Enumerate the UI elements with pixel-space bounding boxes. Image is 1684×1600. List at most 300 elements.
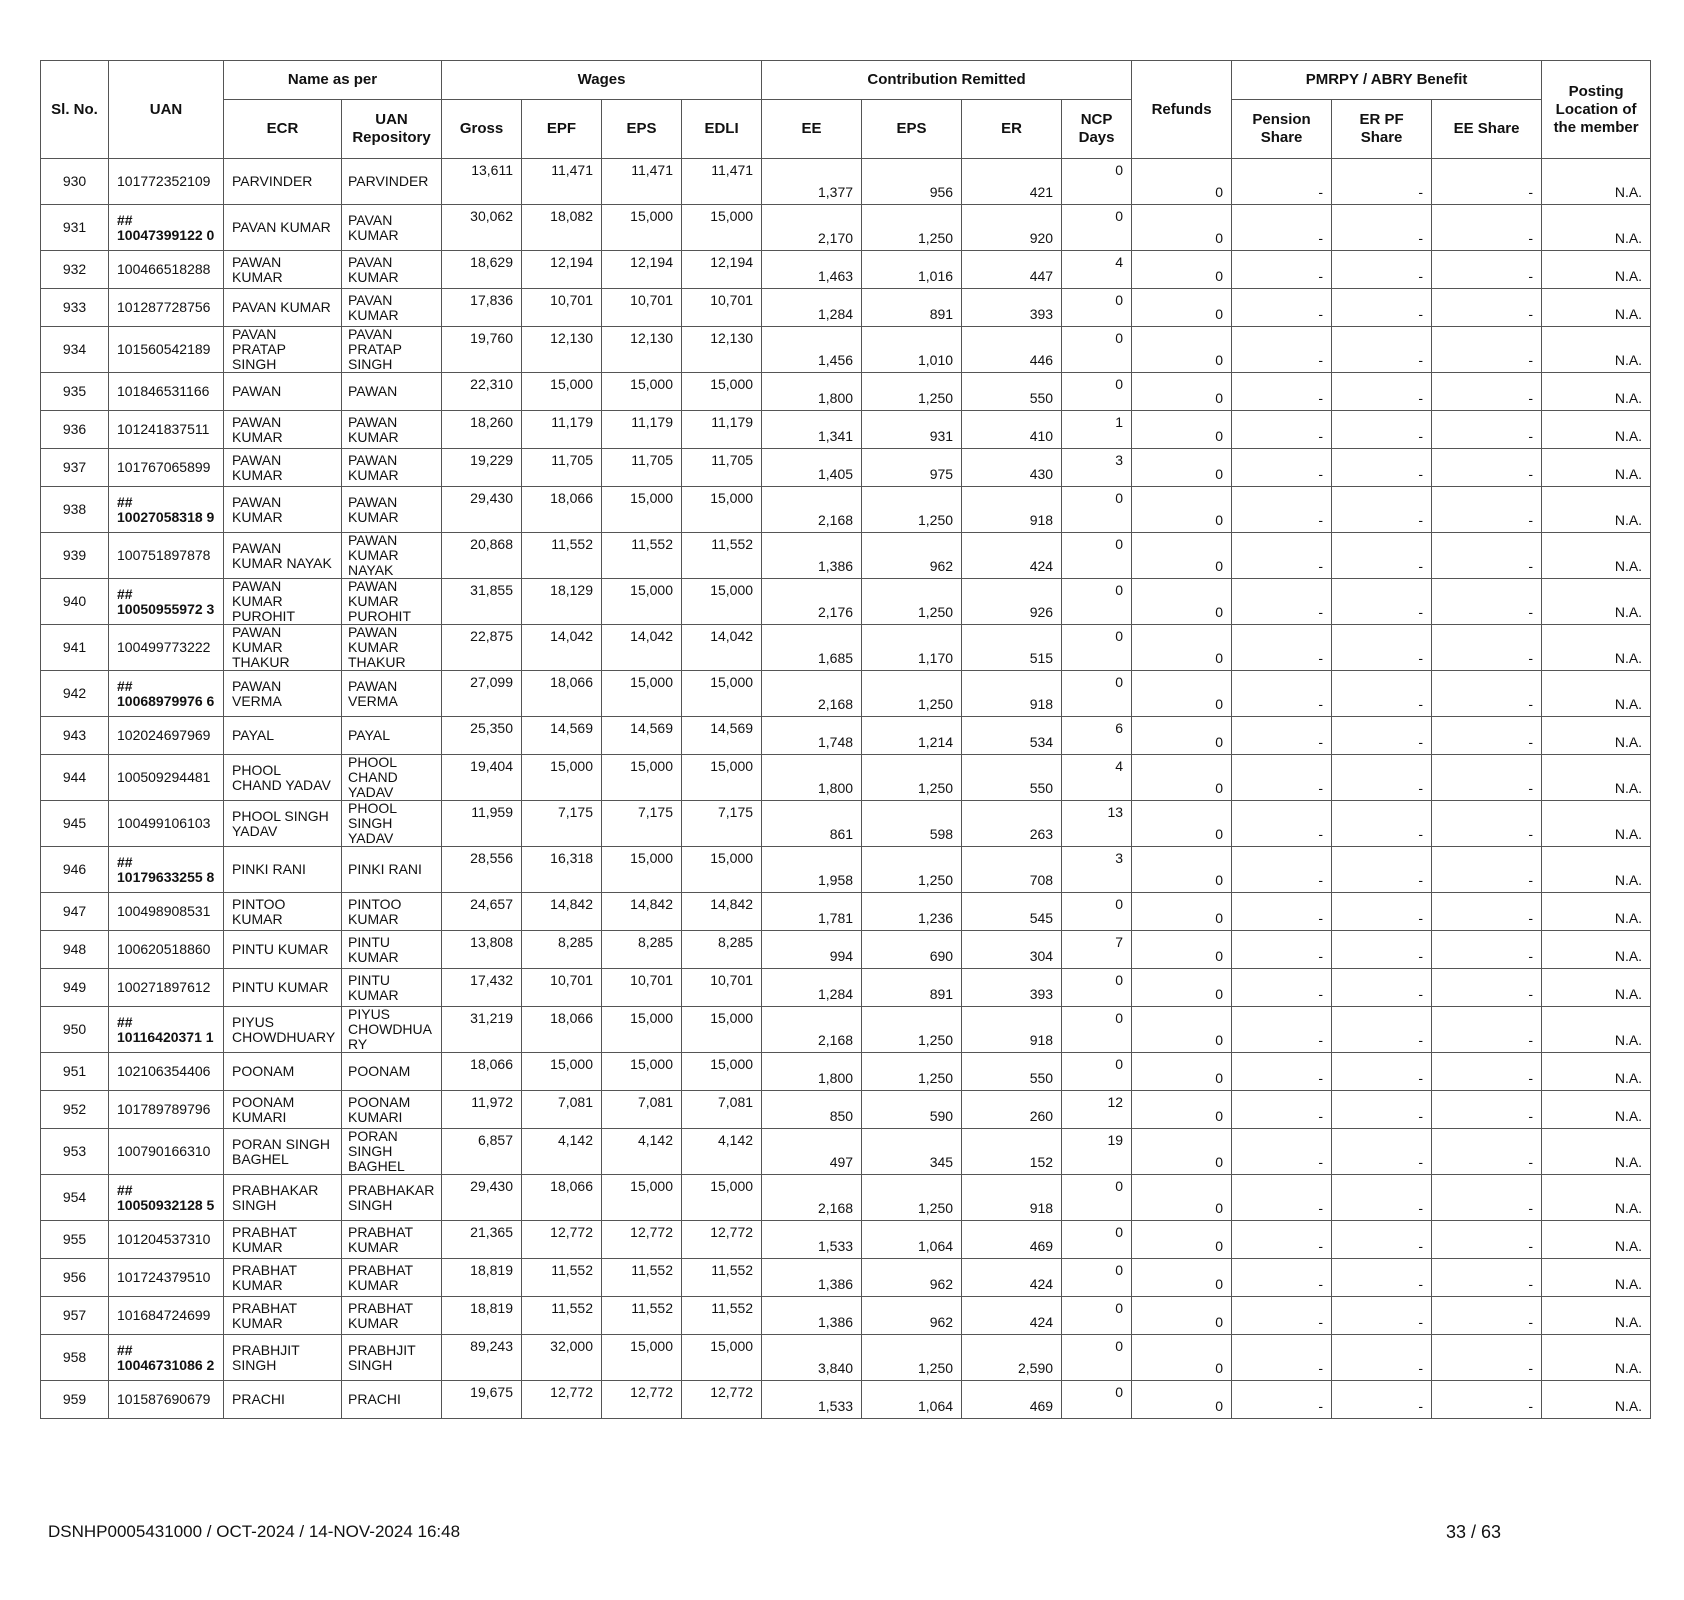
epf-cell: 14,569 [522,717,602,755]
ee-share-cell: - [1432,205,1542,251]
sl-no-cell: 932 [41,251,109,289]
ncp-days-cell: 0 [1062,579,1132,625]
pension-share-cell: - [1232,1007,1332,1053]
ee-share-cell: - [1432,847,1542,893]
er-cell: 926 [962,579,1062,625]
ecr-name-cell: PAWAN KUMAR PUROHIT [224,579,342,625]
ee-cell: 1,386 [762,1297,862,1335]
gross-cell: 18,819 [442,1297,522,1335]
repository-name-cell: PIYUS CHOWDHUA RY [342,1007,442,1053]
pension-share-cell: - [1232,717,1332,755]
er-cell: 424 [962,1297,1062,1335]
gross-cell: 24,657 [442,893,522,931]
uan-cell: ## 10050955972 3 [109,579,224,625]
gross-cell: 22,875 [442,625,522,671]
header-eps: EPS [602,100,682,159]
er-pf-share-cell: - [1332,449,1432,487]
table-row [41,327,1651,373]
edli-cell: 10,701 [682,969,762,1007]
refunds-cell: 0 [1132,289,1232,327]
table-row [41,533,1651,579]
ee-share-cell: - [1432,1221,1542,1259]
ecr-name-cell: PAVAN KUMAR [224,205,342,251]
epf-cell: 18,129 [522,579,602,625]
posting-location-cell: N.A. [1542,1297,1651,1335]
uan-cell: 101204537310 [109,1221,224,1259]
header-pmrpy-abry: PMRPY / ABRY Benefit [1232,61,1542,100]
refunds-cell: 0 [1132,1007,1232,1053]
ncp-days-cell: 12 [1062,1091,1132,1129]
eps-cell: 11,705 [602,449,682,487]
er-pf-share-cell: - [1332,755,1432,801]
edli-cell: 12,130 [682,327,762,373]
ee-share-cell: - [1432,289,1542,327]
er-cell: 550 [962,373,1062,411]
ee-share-cell: - [1432,579,1542,625]
ecr-name-cell: PAWAN VERMA [224,671,342,717]
posting-location-cell: N.A. [1542,487,1651,533]
gross-cell: 18,260 [442,411,522,449]
ecr-name-cell: PRABHAT KUMAR [224,1297,342,1335]
pension-share-cell: - [1232,893,1332,931]
repository-name-cell: PINTOO KUMAR [342,893,442,931]
repository-name-cell: PAWAN KUMAR [342,449,442,487]
ee-share-cell: - [1432,533,1542,579]
refunds-cell: 0 [1132,579,1232,625]
er-pf-share-cell: - [1332,579,1432,625]
header-er-pf-share: ER PF Share [1332,100,1432,159]
sl-no-cell: 946 [41,847,109,893]
ncp-days-cell: 3 [1062,847,1132,893]
posting-location-cell: N.A. [1542,931,1651,969]
ee-cell: 1,685 [762,625,862,671]
table-row [41,579,1651,625]
table-row [41,969,1651,1007]
pension-share-cell: - [1232,1381,1332,1419]
repository-name-cell: PRABHAT KUMAR [342,1221,442,1259]
edli-cell: 15,000 [682,205,762,251]
ecr-name-cell: PAWAN KUMAR [224,449,342,487]
table-row [41,801,1651,847]
pension-share-cell: - [1232,411,1332,449]
ee-cell: 1,456 [762,327,862,373]
eps-cell: 15,000 [602,671,682,717]
uan-cell: 100271897612 [109,969,224,1007]
ee-share-cell: - [1432,1129,1542,1175]
header-uan: UAN [109,61,224,159]
repository-name-cell: PAWAN KUMAR [342,487,442,533]
contrib-eps-cell: 1,250 [862,579,962,625]
posting-location-cell: N.A. [1542,969,1651,1007]
sl-no-cell: 950 [41,1007,109,1053]
ee-cell: 1,341 [762,411,862,449]
gross-cell: 18,066 [442,1053,522,1091]
ncp-days-cell: 0 [1062,969,1132,1007]
eps-cell: 11,552 [602,1297,682,1335]
gross-cell: 31,855 [442,579,522,625]
sl-no-cell: 931 [41,205,109,251]
pension-share-cell: - [1232,969,1332,1007]
er-cell: 430 [962,449,1062,487]
header-wages: Wages [442,61,762,100]
ncp-days-cell: 0 [1062,159,1132,205]
edli-cell: 12,194 [682,251,762,289]
eps-cell: 15,000 [602,579,682,625]
ncp-days-cell: 0 [1062,327,1132,373]
refunds-cell: 0 [1132,533,1232,579]
er-cell: 446 [962,327,1062,373]
gross-cell: 25,350 [442,717,522,755]
gross-cell: 19,760 [442,327,522,373]
posting-location-cell: N.A. [1542,671,1651,717]
sl-no-cell: 938 [41,487,109,533]
ee-share-cell: - [1432,487,1542,533]
eps-cell: 4,142 [602,1129,682,1175]
ecr-name-cell: POONAM KUMARI [224,1091,342,1129]
header-ee: EE [762,100,862,159]
table-body [41,159,1651,1419]
eps-cell: 15,000 [602,755,682,801]
ee-cell: 1,284 [762,969,862,1007]
gross-cell: 29,430 [442,487,522,533]
ee-cell: 497 [762,1129,862,1175]
er-pf-share-cell: - [1332,893,1432,931]
ecr-name-cell: PHOOL CHAND YADAV [224,755,342,801]
sl-no-cell: 934 [41,327,109,373]
epf-cell: 10,701 [522,289,602,327]
gross-cell: 17,836 [442,289,522,327]
uan-cell: 101560542189 [109,327,224,373]
eps-cell: 14,842 [602,893,682,931]
repository-name-cell: PORAN SINGH BAGHEL [342,1129,442,1175]
ee-share-cell: - [1432,1175,1542,1221]
uan-cell: 100499106103 [109,801,224,847]
ecr-name-cell: PAWAN KUMAR THAKUR [224,625,342,671]
posting-location-cell: N.A. [1542,893,1651,931]
sl-no-cell: 937 [41,449,109,487]
gross-cell: 13,611 [442,159,522,205]
er-pf-share-cell: - [1332,1175,1432,1221]
uan-cell: 100498908531 [109,893,224,931]
ecr-name-cell: PAWAN [224,373,342,411]
ee-share-cell: - [1432,969,1542,1007]
refunds-cell: 0 [1132,159,1232,205]
ncp-days-cell: 0 [1062,1335,1132,1381]
pension-share-cell: - [1232,931,1332,969]
gross-cell: 21,365 [442,1221,522,1259]
epf-cell: 18,066 [522,487,602,533]
posting-location-cell: N.A. [1542,755,1651,801]
er-cell: 410 [962,411,1062,449]
pension-share-cell: - [1232,533,1332,579]
er-pf-share-cell: - [1332,533,1432,579]
repository-name-cell: PRACHI [342,1381,442,1419]
contrib-eps-cell: 1,250 [862,1007,962,1053]
eps-cell: 11,179 [602,411,682,449]
ncp-days-cell: 0 [1062,1175,1132,1221]
gross-cell: 13,808 [442,931,522,969]
posting-location-cell: N.A. [1542,1381,1651,1419]
ecr-name-cell: PRACHI [224,1381,342,1419]
er-cell: 263 [962,801,1062,847]
gross-cell: 28,556 [442,847,522,893]
ecr-name-cell: PRABHAT KUMAR [224,1259,342,1297]
ee-share-cell: - [1432,671,1542,717]
er-pf-share-cell: - [1332,1297,1432,1335]
er-pf-share-cell: - [1332,717,1432,755]
sl-no-cell: 949 [41,969,109,1007]
refunds-cell: 0 [1132,205,1232,251]
contrib-eps-cell: 891 [862,969,962,1007]
er-cell: 545 [962,893,1062,931]
er-cell: 918 [962,671,1062,717]
sl-no-cell: 959 [41,1381,109,1419]
table-row [41,931,1651,969]
contrib-eps-cell: 1,250 [862,487,962,533]
table-row [41,205,1651,251]
repository-name-cell: PRABHJIT SINGH [342,1335,442,1381]
uan-cell: 101287728756 [109,289,224,327]
header-gross: Gross [442,100,522,159]
epf-cell: 8,285 [522,931,602,969]
ee-cell: 3,840 [762,1335,862,1381]
refunds-cell: 0 [1132,1335,1232,1381]
ncp-days-cell: 0 [1062,671,1132,717]
ee-cell: 1,800 [762,1053,862,1091]
pension-share-cell: - [1232,579,1332,625]
contrib-eps-cell: 975 [862,449,962,487]
repository-name-cell: PARVINDER [342,159,442,205]
refunds-cell: 0 [1132,251,1232,289]
repository-name-cell: PAVAN KUMAR [342,251,442,289]
ecr-name-cell: PRABHAT KUMAR [224,1221,342,1259]
edli-cell: 15,000 [682,1053,762,1091]
ee-cell: 1,800 [762,373,862,411]
edli-cell: 14,569 [682,717,762,755]
eps-cell: 12,772 [602,1221,682,1259]
pension-share-cell: - [1232,1053,1332,1091]
sl-no-cell: 945 [41,801,109,847]
posting-location-cell: N.A. [1542,1091,1651,1129]
header-ee-share: EE Share [1432,100,1542,159]
posting-location-cell: N.A. [1542,579,1651,625]
eps-cell: 15,000 [602,847,682,893]
posting-location-cell: N.A. [1542,1007,1651,1053]
eps-cell: 14,569 [602,717,682,755]
epf-cell: 18,066 [522,1175,602,1221]
ee-share-cell: - [1432,1259,1542,1297]
repository-name-cell: PAWAN KUMAR [342,411,442,449]
posting-location-cell: N.A. [1542,327,1651,373]
epf-cell: 10,701 [522,969,602,1007]
posting-location-cell: N.A. [1542,533,1651,579]
header-edli: EDLI [682,100,762,159]
epf-cell: 11,552 [522,1297,602,1335]
uan-cell: 100620518860 [109,931,224,969]
gross-cell: 30,062 [442,205,522,251]
contrib-eps-cell: 1,064 [862,1221,962,1259]
sl-no-cell: 943 [41,717,109,755]
pension-share-cell: - [1232,205,1332,251]
contrib-eps-cell: 345 [862,1129,962,1175]
refunds-cell: 0 [1132,411,1232,449]
gross-cell: 29,430 [442,1175,522,1221]
ee-cell: 2,170 [762,205,862,251]
uan-cell: 101684724699 [109,1297,224,1335]
sl-no-cell: 930 [41,159,109,205]
table-row [41,717,1651,755]
uan-cell: 100509294481 [109,755,224,801]
ee-cell: 1,533 [762,1381,862,1419]
contrib-eps-cell: 1,250 [862,847,962,893]
epf-cell: 14,042 [522,625,602,671]
edli-cell: 7,175 [682,801,762,847]
sl-no-cell: 954 [41,1175,109,1221]
ee-cell: 2,168 [762,1007,862,1053]
ecr-name-cell: PAVAN KUMAR [224,289,342,327]
gross-cell: 19,675 [442,1381,522,1419]
sl-no-cell: 951 [41,1053,109,1091]
gross-cell: 19,229 [442,449,522,487]
ncp-days-cell: 13 [1062,801,1132,847]
epf-cell: 7,175 [522,801,602,847]
refunds-cell: 0 [1132,1221,1232,1259]
er-pf-share-cell: - [1332,1221,1432,1259]
epf-cell: 4,142 [522,1129,602,1175]
uan-cell: 101772352109 [109,159,224,205]
contrib-eps-cell: 962 [862,1297,962,1335]
uan-cell: ## 10068979976 6 [109,671,224,717]
refunds-cell: 0 [1132,717,1232,755]
er-cell: 515 [962,625,1062,671]
ecr-name-cell: PINTU KUMAR [224,969,342,1007]
eps-cell: 11,552 [602,533,682,579]
eps-cell: 7,175 [602,801,682,847]
header-epf: EPF [522,100,602,159]
ee-cell: 850 [762,1091,862,1129]
epf-cell: 18,066 [522,1007,602,1053]
repository-name-cell: POONAM [342,1053,442,1091]
sl-no-cell: 948 [41,931,109,969]
er-pf-share-cell: - [1332,289,1432,327]
refunds-cell: 0 [1132,801,1232,847]
er-pf-share-cell: - [1332,1091,1432,1129]
edli-cell: 12,772 [682,1381,762,1419]
epf-cell: 12,194 [522,251,602,289]
sl-no-cell: 935 [41,373,109,411]
repository-name-cell: PAVAN KUMAR [342,205,442,251]
er-pf-share-cell: - [1332,373,1432,411]
pension-share-cell: - [1232,671,1332,717]
pension-share-cell: - [1232,1091,1332,1129]
ee-share-cell: - [1432,449,1542,487]
ncp-days-cell: 0 [1062,893,1132,931]
repository-name-cell: PRABHAT KUMAR [342,1297,442,1335]
eps-cell: 7,081 [602,1091,682,1129]
ncp-days-cell: 0 [1062,487,1132,533]
sl-no-cell: 952 [41,1091,109,1129]
sl-no-cell: 940 [41,579,109,625]
ee-share-cell: - [1432,1381,1542,1419]
ee-cell: 861 [762,801,862,847]
table-row [41,1297,1651,1335]
repository-name-cell: PRABHAKAR SINGH [342,1175,442,1221]
table-row [41,893,1651,931]
pension-share-cell: - [1232,1297,1332,1335]
er-pf-share-cell: - [1332,801,1432,847]
sl-no-cell: 956 [41,1259,109,1297]
uan-cell: 100466518288 [109,251,224,289]
edli-cell: 15,000 [682,373,762,411]
contrib-eps-cell: 1,010 [862,327,962,373]
ecr-contribution-table [40,60,1651,1419]
eps-cell: 15,000 [602,373,682,411]
er-pf-share-cell: - [1332,1259,1432,1297]
ee-cell: 994 [762,931,862,969]
edli-cell: 15,000 [682,847,762,893]
ncp-days-cell: 0 [1062,1007,1132,1053]
ncp-days-cell: 0 [1062,1221,1132,1259]
ecr-name-cell: PAWAN KUMAR NAYAK [224,533,342,579]
ee-cell: 1,748 [762,717,862,755]
table-row [41,1381,1651,1419]
table-row [41,847,1651,893]
ee-cell: 2,168 [762,671,862,717]
er-pf-share-cell: - [1332,671,1432,717]
refunds-cell: 0 [1132,671,1232,717]
refunds-cell: 0 [1132,1297,1232,1335]
epf-cell: 15,000 [522,755,602,801]
repository-name-cell: PRABHAT KUMAR [342,1259,442,1297]
table-row [41,1129,1651,1175]
er-cell: 2,590 [962,1335,1062,1381]
uan-cell: 100751897878 [109,533,224,579]
gross-cell: 31,219 [442,1007,522,1053]
edli-cell: 15,000 [682,1335,762,1381]
ecr-name-cell: PRABHJIT SINGH [224,1335,342,1381]
ncp-days-cell: 0 [1062,1297,1132,1335]
ee-cell: 2,168 [762,1175,862,1221]
ee-share-cell: - [1432,1297,1542,1335]
edli-cell: 15,000 [682,671,762,717]
table-row [41,487,1651,533]
repository-name-cell: PAVAN PRATAP SINGH [342,327,442,373]
eps-cell: 15,000 [602,487,682,533]
gross-cell: 27,099 [442,671,522,717]
repository-name-cell: PINKI RANI [342,847,442,893]
ecr-name-cell: PORAN SINGH BAGHEL [224,1129,342,1175]
ncp-days-cell: 0 [1062,205,1132,251]
header-ecr: ECR [224,100,342,159]
epf-cell: 18,082 [522,205,602,251]
table-row [41,251,1651,289]
er-pf-share-cell: - [1332,1007,1432,1053]
er-cell: 424 [962,1259,1062,1297]
eps-cell: 12,130 [602,327,682,373]
er-cell: 708 [962,847,1062,893]
pension-share-cell: - [1232,847,1332,893]
posting-location-cell: N.A. [1542,1053,1651,1091]
ncp-days-cell: 0 [1062,533,1132,579]
pension-share-cell: - [1232,1175,1332,1221]
ncp-days-cell: 0 [1062,1053,1132,1091]
gross-cell: 11,959 [442,801,522,847]
gross-cell: 22,310 [442,373,522,411]
epf-cell: 12,130 [522,327,602,373]
er-cell: 550 [962,755,1062,801]
contrib-eps-cell: 1,250 [862,755,962,801]
epf-cell: 11,471 [522,159,602,205]
